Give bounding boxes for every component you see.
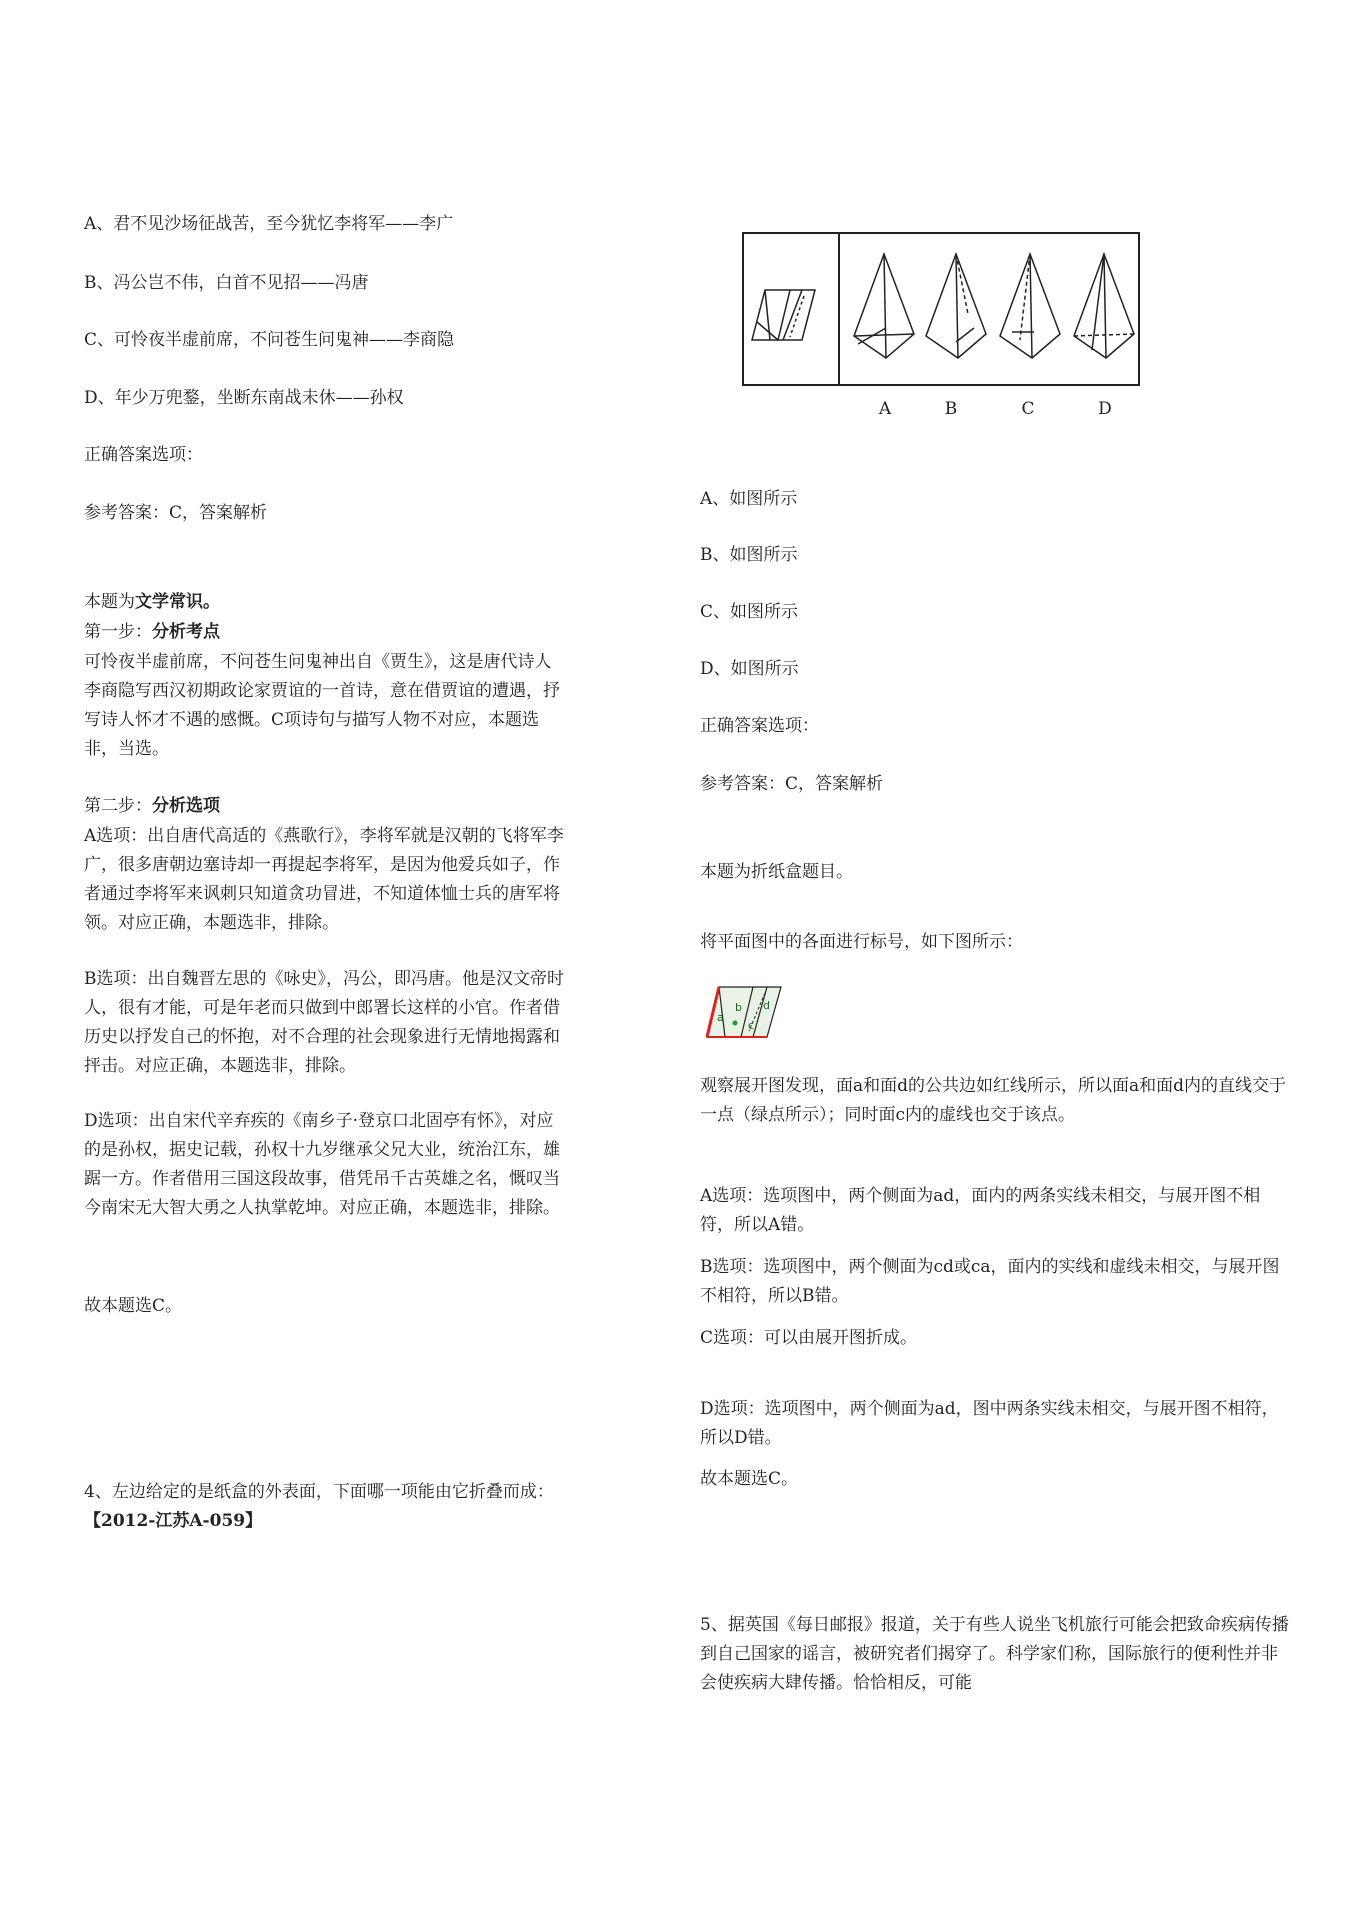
- folding-box-figure: [742, 232, 1140, 424]
- q3-option-b: B、冯公岂不伟，白首不见招——冯唐: [84, 273, 369, 293]
- option-a-pyramid: [854, 254, 914, 358]
- q3-analysis-b: B选项：出自魏晋左思的《咏史》，冯公，即冯唐。他是汉文帝时人，很有才能，可是年老而只做到中郎署长这样的小官。作者借历史以抒发自己的怀抱，对不合理的社会现象进行无情地揭露和抨击。对应正确，本题选非，排除。: [84, 969, 564, 1076]
- q4-question: 4、左边给定的是纸盒的外表面，下面哪一项能由它折叠而成：【2012-江苏A-059】: [84, 1482, 554, 1531]
- figure-label-c: C: [1021, 399, 1035, 419]
- net-label-a: a: [717, 1011, 724, 1024]
- q3-option-c: C、可怜夜半虚前席，不问苍生问鬼神——李商隐: [84, 330, 455, 350]
- figure-frame: [743, 233, 1139, 385]
- q3-step1-text: 可怜夜半虚前席，不问苍生问鬼神出自《贾生》，这是唐代诗人李商隐写西汉初期政论家贾谊的一首诗，意在借贾谊的遭遇，抒写诗人怀才不遇的感慨。C项诗句与描写人物不对应，本题选非，当选。: [84, 652, 560, 759]
- q4-analysis-a: A选项：选项图中，两个侧面为ad，面内的两条实线未相交，与展开图不相符，所以A错。: [700, 1186, 1261, 1235]
- option-c-pyramid: [1000, 254, 1060, 358]
- q3-step1-heading: 第一步：分析考点: [84, 622, 220, 642]
- q4-option-c: C、如图所示: [700, 602, 799, 622]
- green-point: [733, 1021, 738, 1026]
- q3-analysis-a: A选项：出自唐代高适的《燕歌行》，李将军就是汉朝的飞将军李广，很多唐朝边塞诗却一再提起李将军，是因为他爱兵如子，作者通过李将军来讽刺只知道贪功冒进，不知道体恤士兵的唐军将领。对应正确，本题选非，排除。: [84, 826, 564, 933]
- q3-option-d: D、年少万兜鍪，坐断东南战未休——孙权: [84, 388, 404, 408]
- net-label-d: d: [763, 999, 770, 1012]
- figure-label-b: B: [944, 399, 958, 419]
- net-label-c: c: [748, 1019, 755, 1032]
- q4-observe: 观察展开图发现，面a和面d的公共边如红线所示，所以面a和面d内的直线交于一点（绿点所示）；同时面c内的虚线也交于该点。: [700, 1076, 1287, 1125]
- q4-analysis-b: B选项：选项图中，两个侧面为cd或ca，面内的实线和虚线未相交，与展开图不相符，所以B错。: [700, 1257, 1280, 1306]
- q4-option-d: D、如图所示: [700, 659, 799, 679]
- q4-analysis-d: D选项：选项图中，两个侧面为ad，图中两条实线未相交，与展开图不相符，所以D错。: [700, 1399, 1279, 1448]
- option-b-pyramid: [926, 254, 986, 358]
- figure-label-a: A: [878, 399, 892, 419]
- q3-correct-label: 正确答案选项：: [84, 445, 203, 465]
- net-label-b: b: [735, 1001, 742, 1014]
- q5-question: 5、据英国《每日邮报》报道，关于有些人说坐飞机旅行可能会把致命疾病传播到自己国家的谣言，被研究者们揭穿了。科学家们称，国际旅行的便利性并非会使疾病大肆传播。恰恰相反，可能: [700, 1615, 1289, 1693]
- q3-option-a: A、君不见沙场征战苦，至今犹忆李将军——李广: [84, 214, 454, 234]
- q4-reference: 参考答案：C，答案解析: [700, 774, 884, 794]
- figure-label-d: D: [1098, 399, 1112, 419]
- option-d-pyramid: [1074, 254, 1134, 358]
- q3-reference: 参考答案：C，答案解析: [84, 503, 268, 523]
- q3-topic: 本题为文学常识。: [84, 592, 220, 612]
- q4-option-a: A、如图所示: [700, 489, 798, 509]
- q4-option-b: B、如图所示: [700, 545, 798, 565]
- q3-conclusion: 故本题选C。: [84, 1296, 183, 1316]
- q3-step2-heading: 第二步：分析选项: [84, 796, 220, 816]
- labeled-net-figure: [705, 983, 785, 1041]
- given-net: [752, 290, 815, 340]
- q4-correct-label: 正确答案选项：: [700, 716, 819, 736]
- q4-topic: 本题为折纸盒题目。: [700, 862, 853, 882]
- q4-conclusion: 故本题选C。: [700, 1469, 799, 1489]
- q4-analysis-c: C选项：可以由展开图折成。: [700, 1328, 918, 1348]
- q3-analysis-d: D选项：出自宋代辛弃疾的《南乡子·登京口北固亭有怀》，对应的是孙权，据史记载，孙权十九岁继承父兄大业，统治江东，雄踞一方。作者借用三国这段故事，借凭吊千古英雄之名，慨叹当今南宋无大智大勇之人执掌乾坤。对应正确，本题选非，排除。: [84, 1111, 560, 1218]
- q4-label-intro: 将平面图中的各面进行标号，如下图所示：: [700, 932, 1023, 952]
